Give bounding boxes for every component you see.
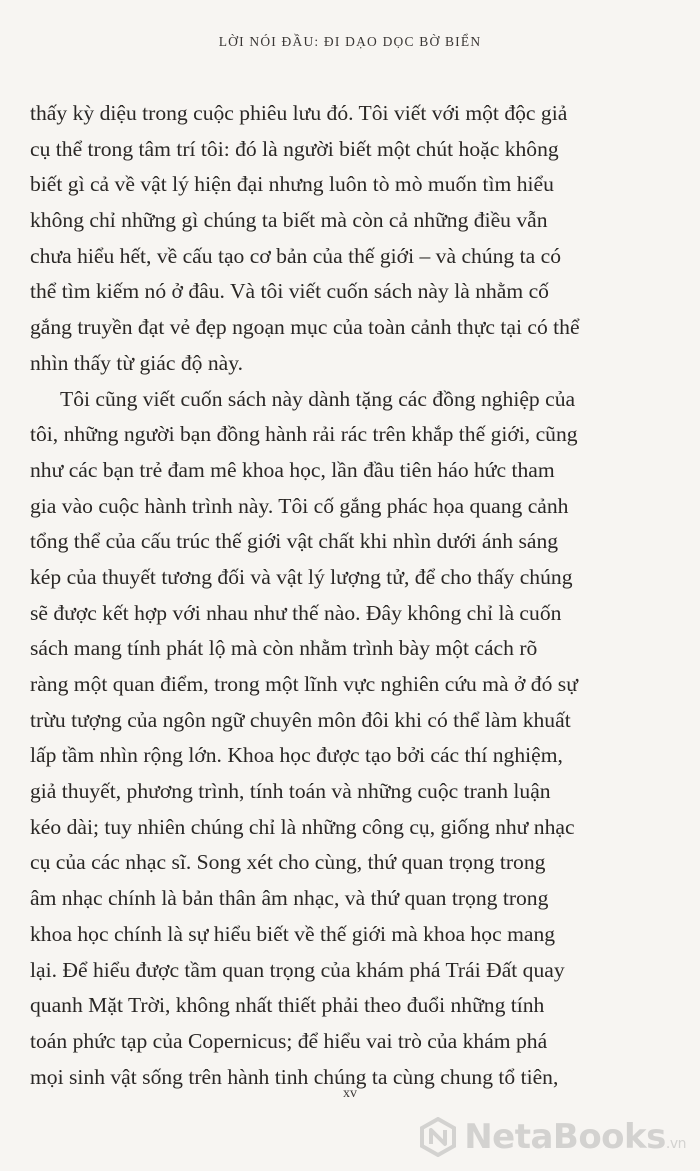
text-line: quanh Mặt Trời, không nhất thiết phải theo đuổi những tính: [30, 993, 545, 1018]
text-line: trừu tượng của ngôn ngữ chuyên môn đôi khi có thể làm khuất: [30, 707, 571, 732]
text-line: biết gì cả về vật lý hiện đại nhưng luôn tò mò muốn tìm hiểu: [30, 172, 554, 197]
paragraph-1: [30, 96, 680, 382]
text-line: sẽ được kết hợp với nhau như thế nào. Đây không chỉ là cuốn: [30, 600, 562, 625]
text-line: mọi sinh vật sống trên hành tinh chúng ta cùng chung tổ tiên,: [30, 1064, 559, 1089]
watermark-tld: .vn: [665, 1136, 686, 1152]
text-line: khoa học chính là sự hiểu biết về thế giới mà khoa học mang: [30, 921, 556, 946]
text-line: tổng thể của cấu trúc thế giới vật chất khi nhìn dưới ánh sáng: [30, 529, 559, 554]
watermark: [418, 1117, 686, 1157]
text-line: tôi, những người bạn đồng hành rải rác trên khắp thế giới, cũng: [30, 422, 578, 447]
text-line: âm nhạc chính là bản thân âm nhạc, và thứ quan trọng trong: [30, 886, 549, 911]
running-head: LỜI NÓI ĐẦU: ĐI DẠO DỌC BỜ BIỂN: [218, 34, 482, 49]
text-line: giả thuyết, phương trình, tính toán và những cuộc tranh luận: [30, 779, 551, 804]
text-line: thể tìm kiếm nó ở đâu. Và tôi viết cuốn sách này là nhằm cố: [30, 279, 549, 304]
text-line: nhìn thấy từ giác độ này.: [30, 350, 243, 375]
text-line: lại. Để hiểu được tầm quan trọng của khám phá Trái Đất quay: [30, 957, 565, 982]
watermark-brand: NetaBooks.vn: [464, 1117, 686, 1157]
text-line: toán phức tạp của Copernicus; để hiểu vai trò của khám phá: [30, 1028, 548, 1053]
page-number: xv: [343, 1086, 357, 1101]
text-line: như các bạn trẻ đam mê khoa học, lần đầu tiên háo hức tham: [30, 457, 555, 482]
text-line: sách mang tính phát lộ mà còn nhằm trình bày một cách rõ: [30, 636, 538, 661]
text-line: cụ thể trong tâm trí tôi: đó là người biết một chút hoặc không: [30, 136, 559, 161]
page-body-text: [30, 96, 680, 1095]
paragraph-2: [30, 382, 680, 1096]
netabooks-logo-icon: [418, 1117, 458, 1157]
text-line: gắng truyền đạt vẻ đẹp ngoạn mục của toàn cảnh thực tại có thể: [30, 315, 580, 340]
text-line: Tôi cũng viết cuốn sách này dành tặng các đồng nghiệp của: [60, 386, 576, 411]
text-line: lấp tầm nhìn rộng lớn. Khoa học được tạo bởi các thí nghiệm,: [30, 743, 563, 768]
text-line: chưa hiểu hết, về cấu tạo cơ bản của thế giới – và chúng ta có: [30, 243, 561, 268]
text-line: cụ của các nhạc sĩ. Song xét cho cùng, thứ quan trọng trong: [30, 850, 546, 875]
text-line: không chỉ những gì chúng ta biết mà còn cả những điều vẫn: [30, 208, 548, 233]
text-line: thấy kỳ diệu trong cuộc phiêu lưu đó. Tôi viết với một độc giả: [30, 101, 568, 125]
text-line: kép của thuyết tương đối và vật lý lượng tử, để cho thấy chúng: [30, 564, 573, 589]
text-line: ràng một quan điểm, trong một lĩnh vực nghiên cứu mà ở đó sự: [30, 672, 578, 696]
text-line: kéo dài; tuy nhiên chúng chỉ là những công cụ, giống như nhạc: [30, 814, 575, 839]
text-line: gia vào cuộc hành trình này. Tôi cố gắng phác họa quang cảnh: [30, 493, 569, 518]
